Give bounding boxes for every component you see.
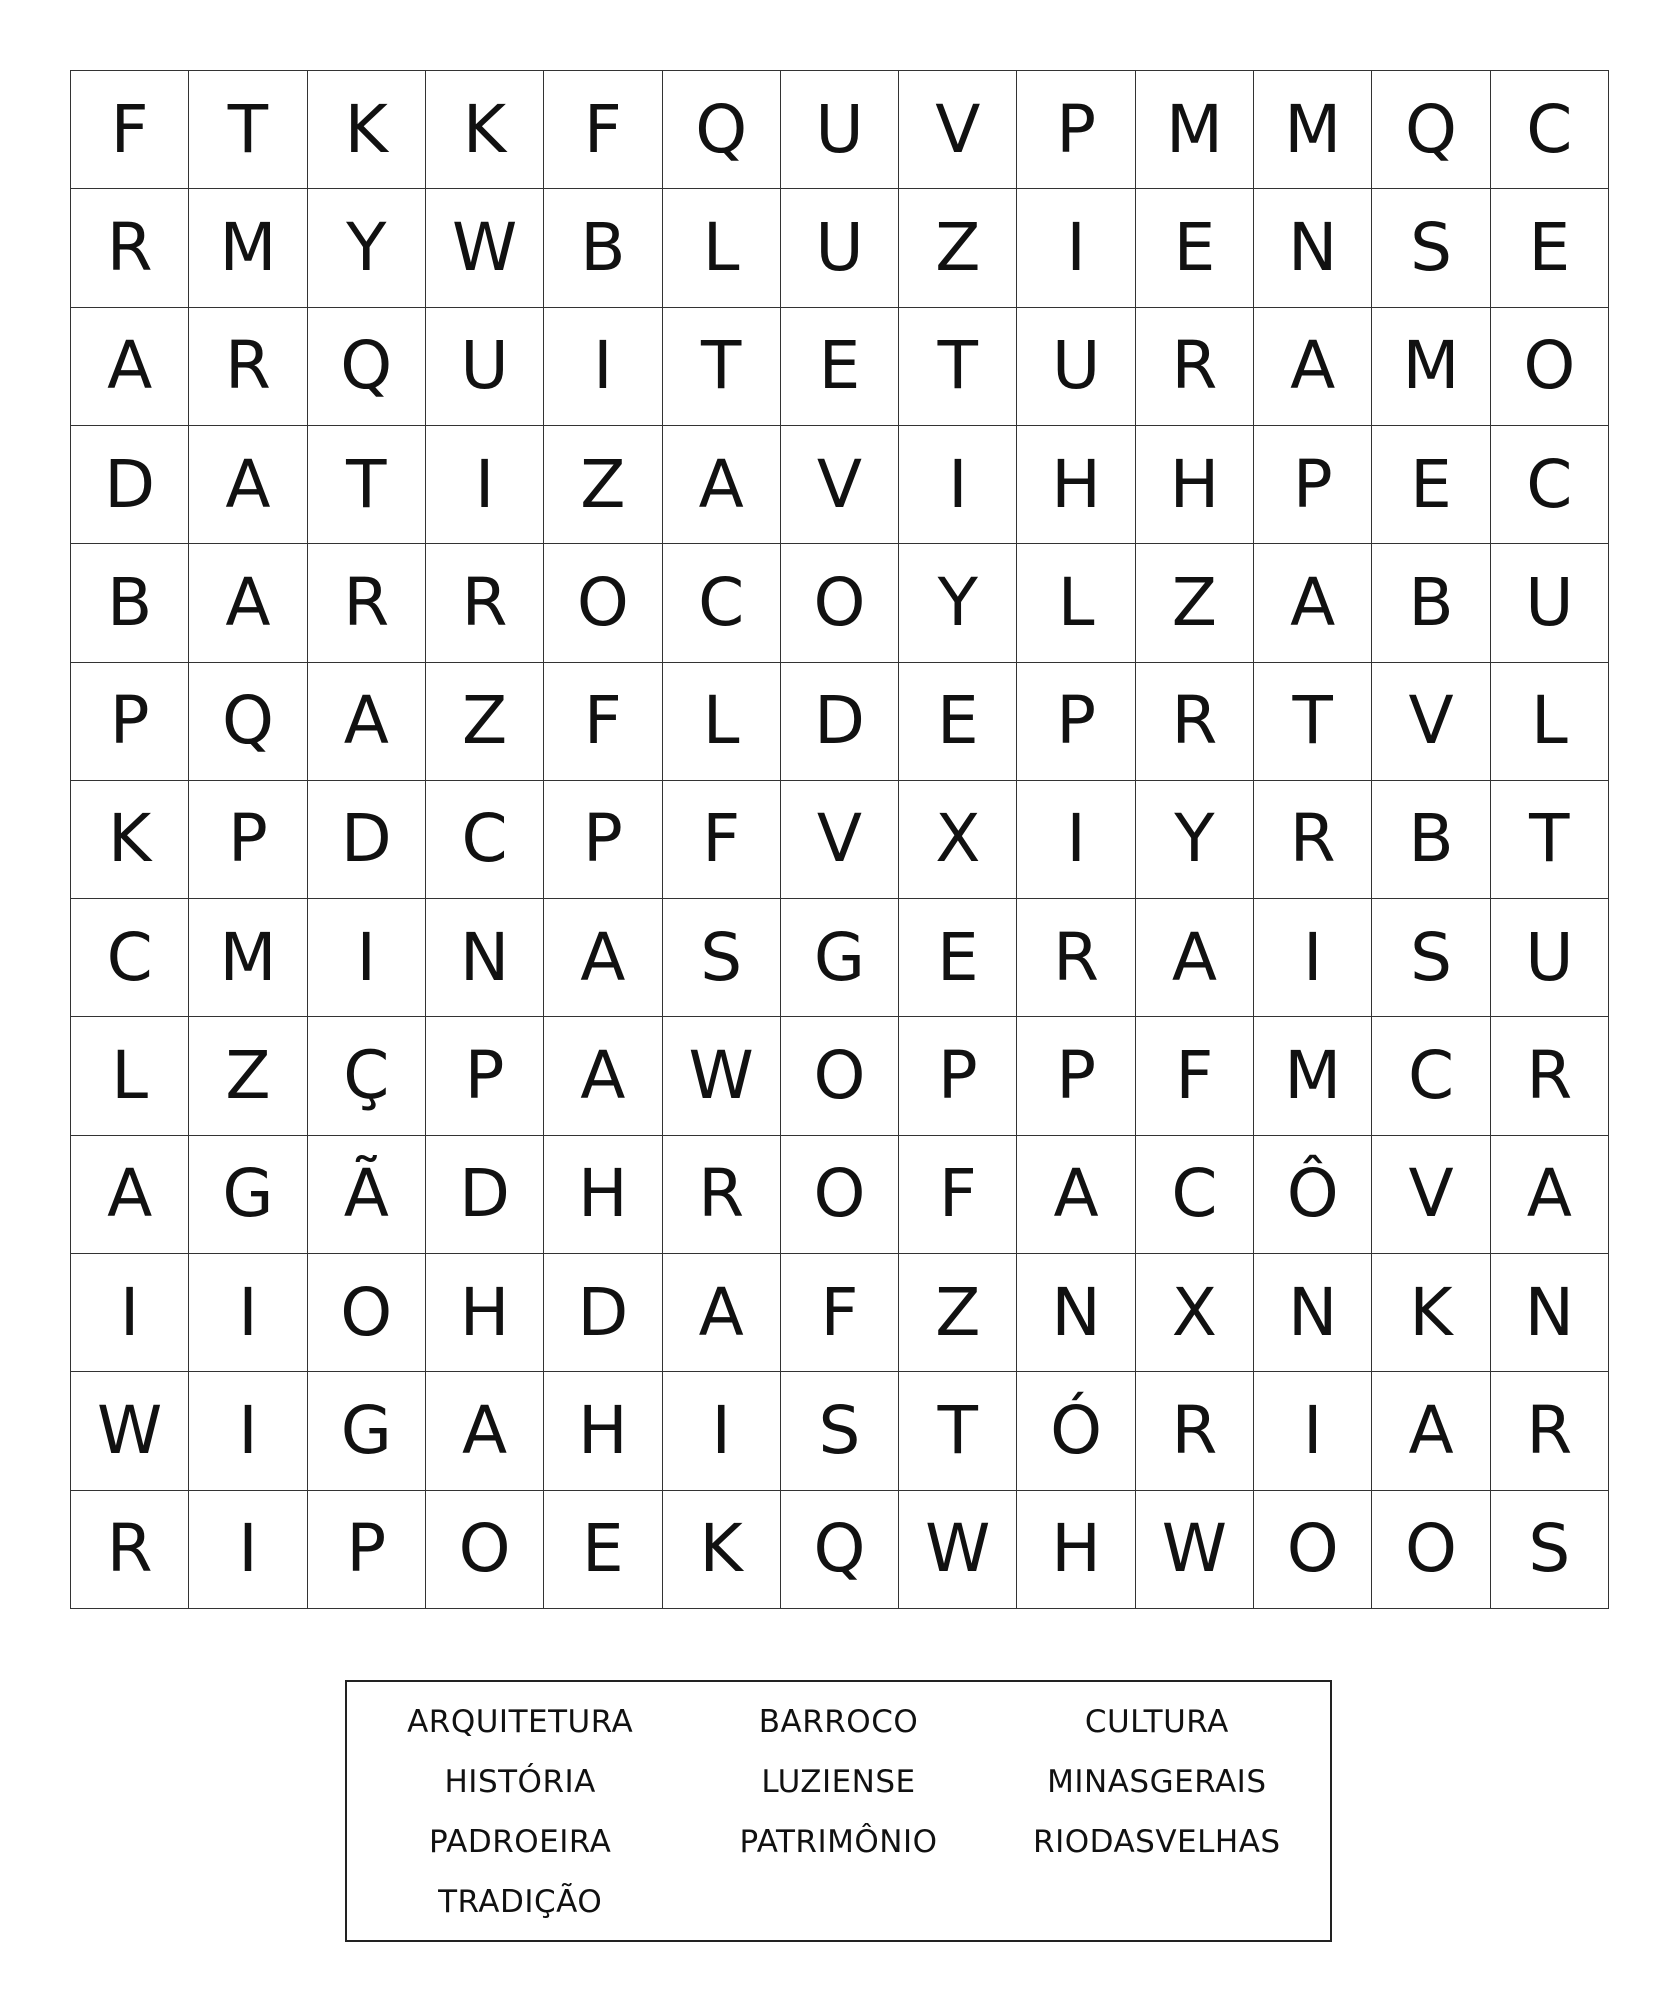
grid-cell[interactable]: H	[1136, 426, 1254, 544]
grid-cell[interactable]: O	[1254, 1491, 1372, 1609]
grid-cell[interactable]: C	[426, 781, 544, 899]
grid-cell[interactable]: M	[1254, 1017, 1372, 1135]
grid-cell[interactable]: Z	[189, 1017, 307, 1135]
grid-cell[interactable]: S	[1372, 899, 1490, 1017]
grid-cell[interactable]: A	[1254, 308, 1372, 426]
grid-cell[interactable]: Z	[426, 663, 544, 781]
word-list-item: PATRIMÔNIO	[739, 1824, 938, 1860]
grid-cell[interactable]: R	[426, 544, 544, 662]
grid-cell[interactable]: S	[1491, 1491, 1609, 1609]
grid-cell[interactable]: A	[1254, 544, 1372, 662]
word-list-item: PADROEIRA	[428, 1824, 612, 1860]
grid-cell[interactable]: G	[189, 1136, 307, 1254]
grid-cell[interactable]: C	[1491, 426, 1609, 544]
grid-cell[interactable]: O	[544, 544, 662, 662]
word-list-item: HISTÓRIA	[444, 1764, 596, 1800]
grid-cell[interactable]: A	[544, 899, 662, 1017]
grid-cell[interactable]: H	[426, 1254, 544, 1372]
grid-cell[interactable]: U	[1017, 308, 1135, 426]
grid-cell[interactable]: N	[1254, 189, 1372, 307]
grid-cell[interactable]: R	[308, 544, 426, 662]
grid-cell[interactable]: I	[1017, 781, 1135, 899]
grid-cell[interactable]: N	[426, 899, 544, 1017]
grid-cell[interactable]: L	[1017, 544, 1135, 662]
grid-cell[interactable]: A	[1372, 1372, 1490, 1490]
grid-cell[interactable]: H	[1017, 1491, 1135, 1609]
grid-cell[interactable]: D	[71, 426, 189, 544]
grid-cell[interactable]: L	[663, 663, 781, 781]
grid-cell[interactable]: T	[308, 426, 426, 544]
grid-cell[interactable]: M	[1136, 71, 1254, 189]
grid-cell[interactable]: O	[426, 1491, 544, 1609]
grid-cell[interactable]: M	[1254, 71, 1372, 189]
grid-cell[interactable]: F	[544, 71, 662, 189]
grid-cell[interactable]: M	[189, 189, 307, 307]
grid-cell[interactable]: W	[71, 1372, 189, 1490]
grid-cell[interactable]: Ó	[1017, 1372, 1135, 1490]
grid-cell[interactable]: Ã	[308, 1136, 426, 1254]
grid-cell[interactable]: M	[189, 899, 307, 1017]
grid-cell[interactable]: A	[426, 1372, 544, 1490]
grid-cell[interactable]: V	[781, 426, 899, 544]
grid-cell[interactable]: A	[189, 544, 307, 662]
grid-cell[interactable]: X	[899, 781, 1017, 899]
grid-cell[interactable]: U	[781, 71, 899, 189]
grid-cell[interactable]: L	[71, 1017, 189, 1135]
grid-cell[interactable]: T	[1254, 663, 1372, 781]
grid-cell[interactable]: Q	[781, 1491, 899, 1609]
grid-cell[interactable]: I	[189, 1254, 307, 1372]
grid-cell[interactable]: I	[899, 426, 1017, 544]
grid-cell[interactable]: V	[781, 781, 899, 899]
grid-cell[interactable]: Q	[308, 308, 426, 426]
grid-cell[interactable]: A	[189, 426, 307, 544]
grid-cell[interactable]: P	[1254, 426, 1372, 544]
word-list-item: LUZIENSE	[761, 1764, 916, 1800]
grid-cell[interactable]: O	[1372, 1491, 1490, 1609]
word-list-box	[345, 1680, 1332, 1942]
grid-cell[interactable]: O	[781, 1136, 899, 1254]
grid-cell[interactable]: I	[71, 1254, 189, 1372]
grid-cell[interactable]: S	[781, 1372, 899, 1490]
grid-cell[interactable]: F	[71, 71, 189, 189]
grid-cell[interactable]: F	[781, 1254, 899, 1372]
grid-cell[interactable]: D	[544, 1254, 662, 1372]
grid-cell[interactable]: A	[663, 1254, 781, 1372]
grid-cell[interactable]: F	[663, 781, 781, 899]
grid-cell[interactable]: B	[544, 189, 662, 307]
grid-cell[interactable]: N	[1491, 1254, 1609, 1372]
grid-cell[interactable]: T	[899, 308, 1017, 426]
grid-cell[interactable]: C	[71, 899, 189, 1017]
grid-cell[interactable]: R	[1491, 1017, 1609, 1135]
grid-cell[interactable]: U	[781, 189, 899, 307]
grid-cell[interactable]: Z	[899, 1254, 1017, 1372]
grid-cell[interactable]: Q	[1372, 71, 1490, 189]
grid-cell[interactable]: K	[1372, 1254, 1490, 1372]
grid-cell[interactable]: P	[71, 663, 189, 781]
word-list-item: MINASGERAIS	[1047, 1764, 1267, 1800]
grid-cell[interactable]: V	[899, 71, 1017, 189]
grid-cell[interactable]: F	[899, 1136, 1017, 1254]
grid-cell[interactable]: N	[1254, 1254, 1372, 1372]
word-list-item: ARQUITETURA	[407, 1704, 634, 1740]
grid-cell[interactable]: E	[781, 308, 899, 426]
grid-cell[interactable]: O	[308, 1254, 426, 1372]
grid-cell[interactable]: R	[189, 308, 307, 426]
grid-cell[interactable]: T	[899, 1372, 1017, 1490]
grid-cell[interactable]: W	[899, 1491, 1017, 1609]
grid-cell[interactable]: P	[189, 781, 307, 899]
grid-cell[interactable]: O	[781, 1017, 899, 1135]
grid-cell[interactable]: E	[1491, 189, 1609, 307]
grid-cell[interactable]: C	[663, 544, 781, 662]
grid-cell[interactable]: E	[544, 1491, 662, 1609]
grid-cell[interactable]: P	[899, 1017, 1017, 1135]
grid-cell[interactable]: Z	[899, 189, 1017, 307]
grid-cell[interactable]: A	[71, 1136, 189, 1254]
grid-cell[interactable]: T	[663, 308, 781, 426]
grid-cell[interactable]: Ô	[1254, 1136, 1372, 1254]
grid-cell[interactable]: I	[544, 308, 662, 426]
grid-cell[interactable]: Y	[1136, 781, 1254, 899]
grid-cell[interactable]: R	[71, 1491, 189, 1609]
grid-cell[interactable]: G	[781, 899, 899, 1017]
grid-cell[interactable]: R	[71, 189, 189, 307]
grid-cell[interactable]: D	[781, 663, 899, 781]
grid-cell[interactable]: R	[1136, 1372, 1254, 1490]
grid-cell[interactable]: S	[1372, 189, 1490, 307]
grid-cell[interactable]: L	[663, 189, 781, 307]
grid-cell[interactable]: N	[1017, 1254, 1135, 1372]
word-list-item: TRADIÇÃO	[438, 1884, 603, 1920]
grid-cell[interactable]: R	[1136, 308, 1254, 426]
grid-cell[interactable]: A	[71, 308, 189, 426]
grid-cell[interactable]: P	[1017, 1017, 1135, 1135]
grid-cell[interactable]: U	[426, 308, 544, 426]
grid-cell[interactable]: I	[663, 1372, 781, 1490]
grid-cell[interactable]: R	[1017, 899, 1135, 1017]
grid-cell[interactable]: A	[308, 663, 426, 781]
grid-cell[interactable]: H	[1017, 426, 1135, 544]
grid-cell[interactable]: B	[1372, 781, 1490, 899]
grid-cell[interactable]: R	[1254, 781, 1372, 899]
grid-cell[interactable]: D	[426, 1136, 544, 1254]
grid-cell[interactable]: P	[308, 1491, 426, 1609]
grid-cell[interactable]: R	[1136, 663, 1254, 781]
grid-cell[interactable]: D	[308, 781, 426, 899]
grid-cell[interactable]: Q	[663, 71, 781, 189]
grid-cell[interactable]: H	[544, 1136, 662, 1254]
grid-cell[interactable]: E	[899, 663, 1017, 781]
word-list-item: RIODASVELHAS	[1033, 1824, 1281, 1860]
grid-cell[interactable]: I	[426, 426, 544, 544]
grid-cell[interactable]: I	[1254, 1372, 1372, 1490]
grid-cell[interactable]: Q	[189, 663, 307, 781]
grid-cell[interactable]: C	[1372, 1017, 1490, 1135]
grid-cell[interactable]: C	[1491, 71, 1609, 189]
grid-cell[interactable]: I	[189, 1491, 307, 1609]
grid-cell[interactable]: E	[1372, 426, 1490, 544]
word-search-grid	[70, 70, 1609, 1609]
grid-cell[interactable]: F	[1136, 1017, 1254, 1135]
grid-cell[interactable]: O	[1491, 308, 1609, 426]
grid-cell[interactable]: P	[426, 1017, 544, 1135]
grid-cell[interactable]: K	[426, 71, 544, 189]
grid-cell[interactable]: U	[1491, 899, 1609, 1017]
grid-cell[interactable]: K	[663, 1491, 781, 1609]
grid-cell[interactable]: I	[1254, 899, 1372, 1017]
word-list-item: BARROCO	[758, 1704, 919, 1740]
grid-cell[interactable]: O	[781, 544, 899, 662]
grid-cell[interactable]: M	[1372, 308, 1490, 426]
grid-cell[interactable]: Ç	[308, 1017, 426, 1135]
grid-cell[interactable]: A	[544, 1017, 662, 1135]
grid-cell[interactable]: G	[308, 1372, 426, 1490]
grid-cell[interactable]: I	[1017, 189, 1135, 307]
grid-cell[interactable]: V	[1372, 663, 1490, 781]
grid-cell[interactable]: P	[544, 781, 662, 899]
grid-cell[interactable]: A	[1491, 1136, 1609, 1254]
grid-cell[interactable]: U	[1491, 544, 1609, 662]
grid-cell[interactable]: Y	[308, 189, 426, 307]
grid-cell[interactable]: Z	[1136, 544, 1254, 662]
grid-cell[interactable]: T	[1491, 781, 1609, 899]
grid-cell[interactable]: L	[1491, 663, 1609, 781]
grid-cell[interactable]: B	[71, 544, 189, 662]
grid-cell[interactable]: T	[189, 71, 307, 189]
grid-cell[interactable]: R	[663, 1136, 781, 1254]
grid-cell[interactable]: W	[1136, 1491, 1254, 1609]
grid-cell[interactable]: C	[1136, 1136, 1254, 1254]
grid-cell[interactable]: W	[426, 189, 544, 307]
grid-cell[interactable]: P	[1017, 71, 1135, 189]
grid-cell[interactable]: E	[899, 899, 1017, 1017]
grid-cell[interactable]: P	[1017, 663, 1135, 781]
grid-cell[interactable]: X	[1136, 1254, 1254, 1372]
grid-cell[interactable]: Z	[544, 426, 662, 544]
grid-cell[interactable]: A	[1017, 1136, 1135, 1254]
grid-cell[interactable]: I	[189, 1372, 307, 1490]
grid-cell[interactable]: S	[663, 899, 781, 1017]
grid-cell[interactable]: A	[663, 426, 781, 544]
grid-cell[interactable]: K	[71, 781, 189, 899]
grid-cell[interactable]: E	[1136, 189, 1254, 307]
grid-cell[interactable]: Y	[899, 544, 1017, 662]
grid-cell[interactable]: R	[1491, 1372, 1609, 1490]
word-list-item: CULTURA	[1084, 1704, 1229, 1740]
grid-cell[interactable]: A	[1136, 899, 1254, 1017]
grid-cell[interactable]: K	[308, 71, 426, 189]
grid-cell[interactable]: H	[544, 1372, 662, 1490]
grid-cell[interactable]: I	[308, 899, 426, 1017]
grid-cell[interactable]: F	[544, 663, 662, 781]
grid-cell[interactable]: B	[1372, 544, 1490, 662]
grid-cell[interactable]: V	[1372, 1136, 1490, 1254]
grid-cell[interactable]: W	[663, 1017, 781, 1135]
